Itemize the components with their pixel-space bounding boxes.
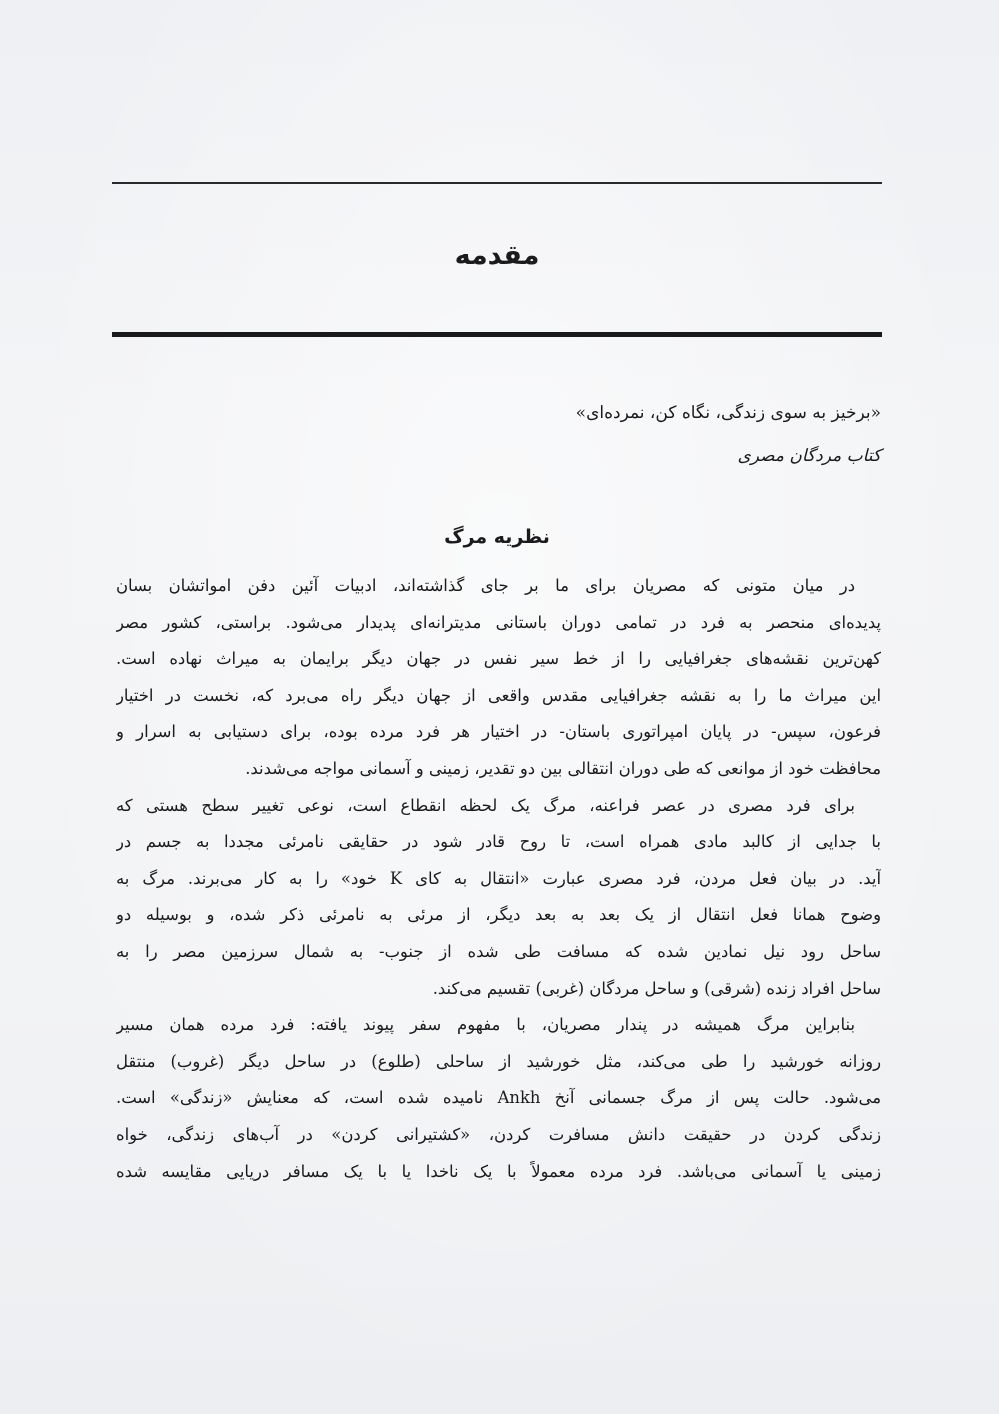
body-line: وضوح همانا فعل انتقال از یک بعد به بعد دیگر، از مرئی به نامرئی ذکر شده، و بوسیله دو: [116, 905, 881, 925]
body-line: ساحل افراد زنده (شرقی) و ساحل مردگان (غربی) تقسیم می‌کند.: [432, 978, 881, 998]
chapter-title: مقدمه: [454, 240, 540, 271]
body-line: پدیده‌ای منحصر به فرد در تمامی دوران باستانی مدیترانه‌ای پدیدار می‌شود. براستی، کشور مصر: [116, 612, 881, 632]
body-line: در میان متونی که مصریان برای ما بر جای گذاشته‌اند، ادبیات آئین دفن امواتشان بسان: [116, 576, 855, 595]
header-rule-bottom: [112, 332, 882, 337]
body-line: آید. در بیان فعل مردن، فرد مصری عبارت «انتقال به کای K خود» را به کار می‌برند. مرگ به: [116, 868, 881, 888]
epigraph-source: کتاب مردگان مصری: [737, 446, 881, 466]
body-line: زندگی کردن در حقیقت دانش مسافرت کردن، «کشتیرانی کردن» در آب‌های زندگی، خواه: [116, 1124, 881, 1144]
body-line: زمینی یا آسمانی می‌باشد. فرد مرده معمولاً با یک ناخدا یا با یک مسافر دریایی مقایسه شده: [116, 1161, 881, 1181]
epigraph-quote: «برخیز به سوی زندگی، نگاه کن، نمرده‌ای»: [575, 403, 881, 423]
body-line: کهن‌ترین نقشه‌های جغرافیایی را از خط سیر نفس در جهان دیگر برایمان به میراث نهاده است.: [116, 649, 881, 669]
body-line: می‌شود. حالت پس از مرگ جسمانی آنخ Ankh نامیده شده است، که معنایش «زندگی» است.: [116, 1088, 881, 1108]
section-title: نظریه مرگ: [444, 526, 550, 548]
body-line: روزانه خورشید را طی می‌کند، مثل خورشید از ساحلی (طلوع) در ساحل دیگر (غروب) منتقل: [116, 1051, 881, 1071]
body-line: بنابراین مرگ همیشه در پندار مصریان، با مفهوم سفر پیوند یافته: فرد مرده همان مسیر: [116, 1015, 855, 1035]
body-line: برای فرد مصری در عصر فراعنه، مرگ یک لحظه انقطاع است، نوعی تغییر سطح هستی که: [116, 795, 855, 815]
body-line: این میراث ما را به نقشه جغرافیایی مقدس واقعی از جهان دیگر راه می‌برد که، نخست در اختیار: [116, 685, 881, 705]
body-line: محافظت خود از موانعی که طی دوران انتقالی بین دو تقدیر، زمینی و آسمانی مواجه می‌شدند.: [245, 758, 881, 778]
body-text: [116, 568, 881, 1190]
body-line: با جدایی از کالبد مادی همراه است، تا روح قادر شود در حقایقی نامرئی مجددا به جسم در: [116, 832, 881, 852]
body-line: فرعون، سپس- در پایان امپراتوری باستان- در اختیار هر فرد مرده بوده، برای دستیابی به اسرار و: [116, 722, 881, 742]
body-line: ساحل رود نیل نمادین شده که مسافت طی شده از جنوب- به شمال سرزمین مصر را به: [116, 941, 881, 961]
header-rule-top: [112, 182, 882, 184]
